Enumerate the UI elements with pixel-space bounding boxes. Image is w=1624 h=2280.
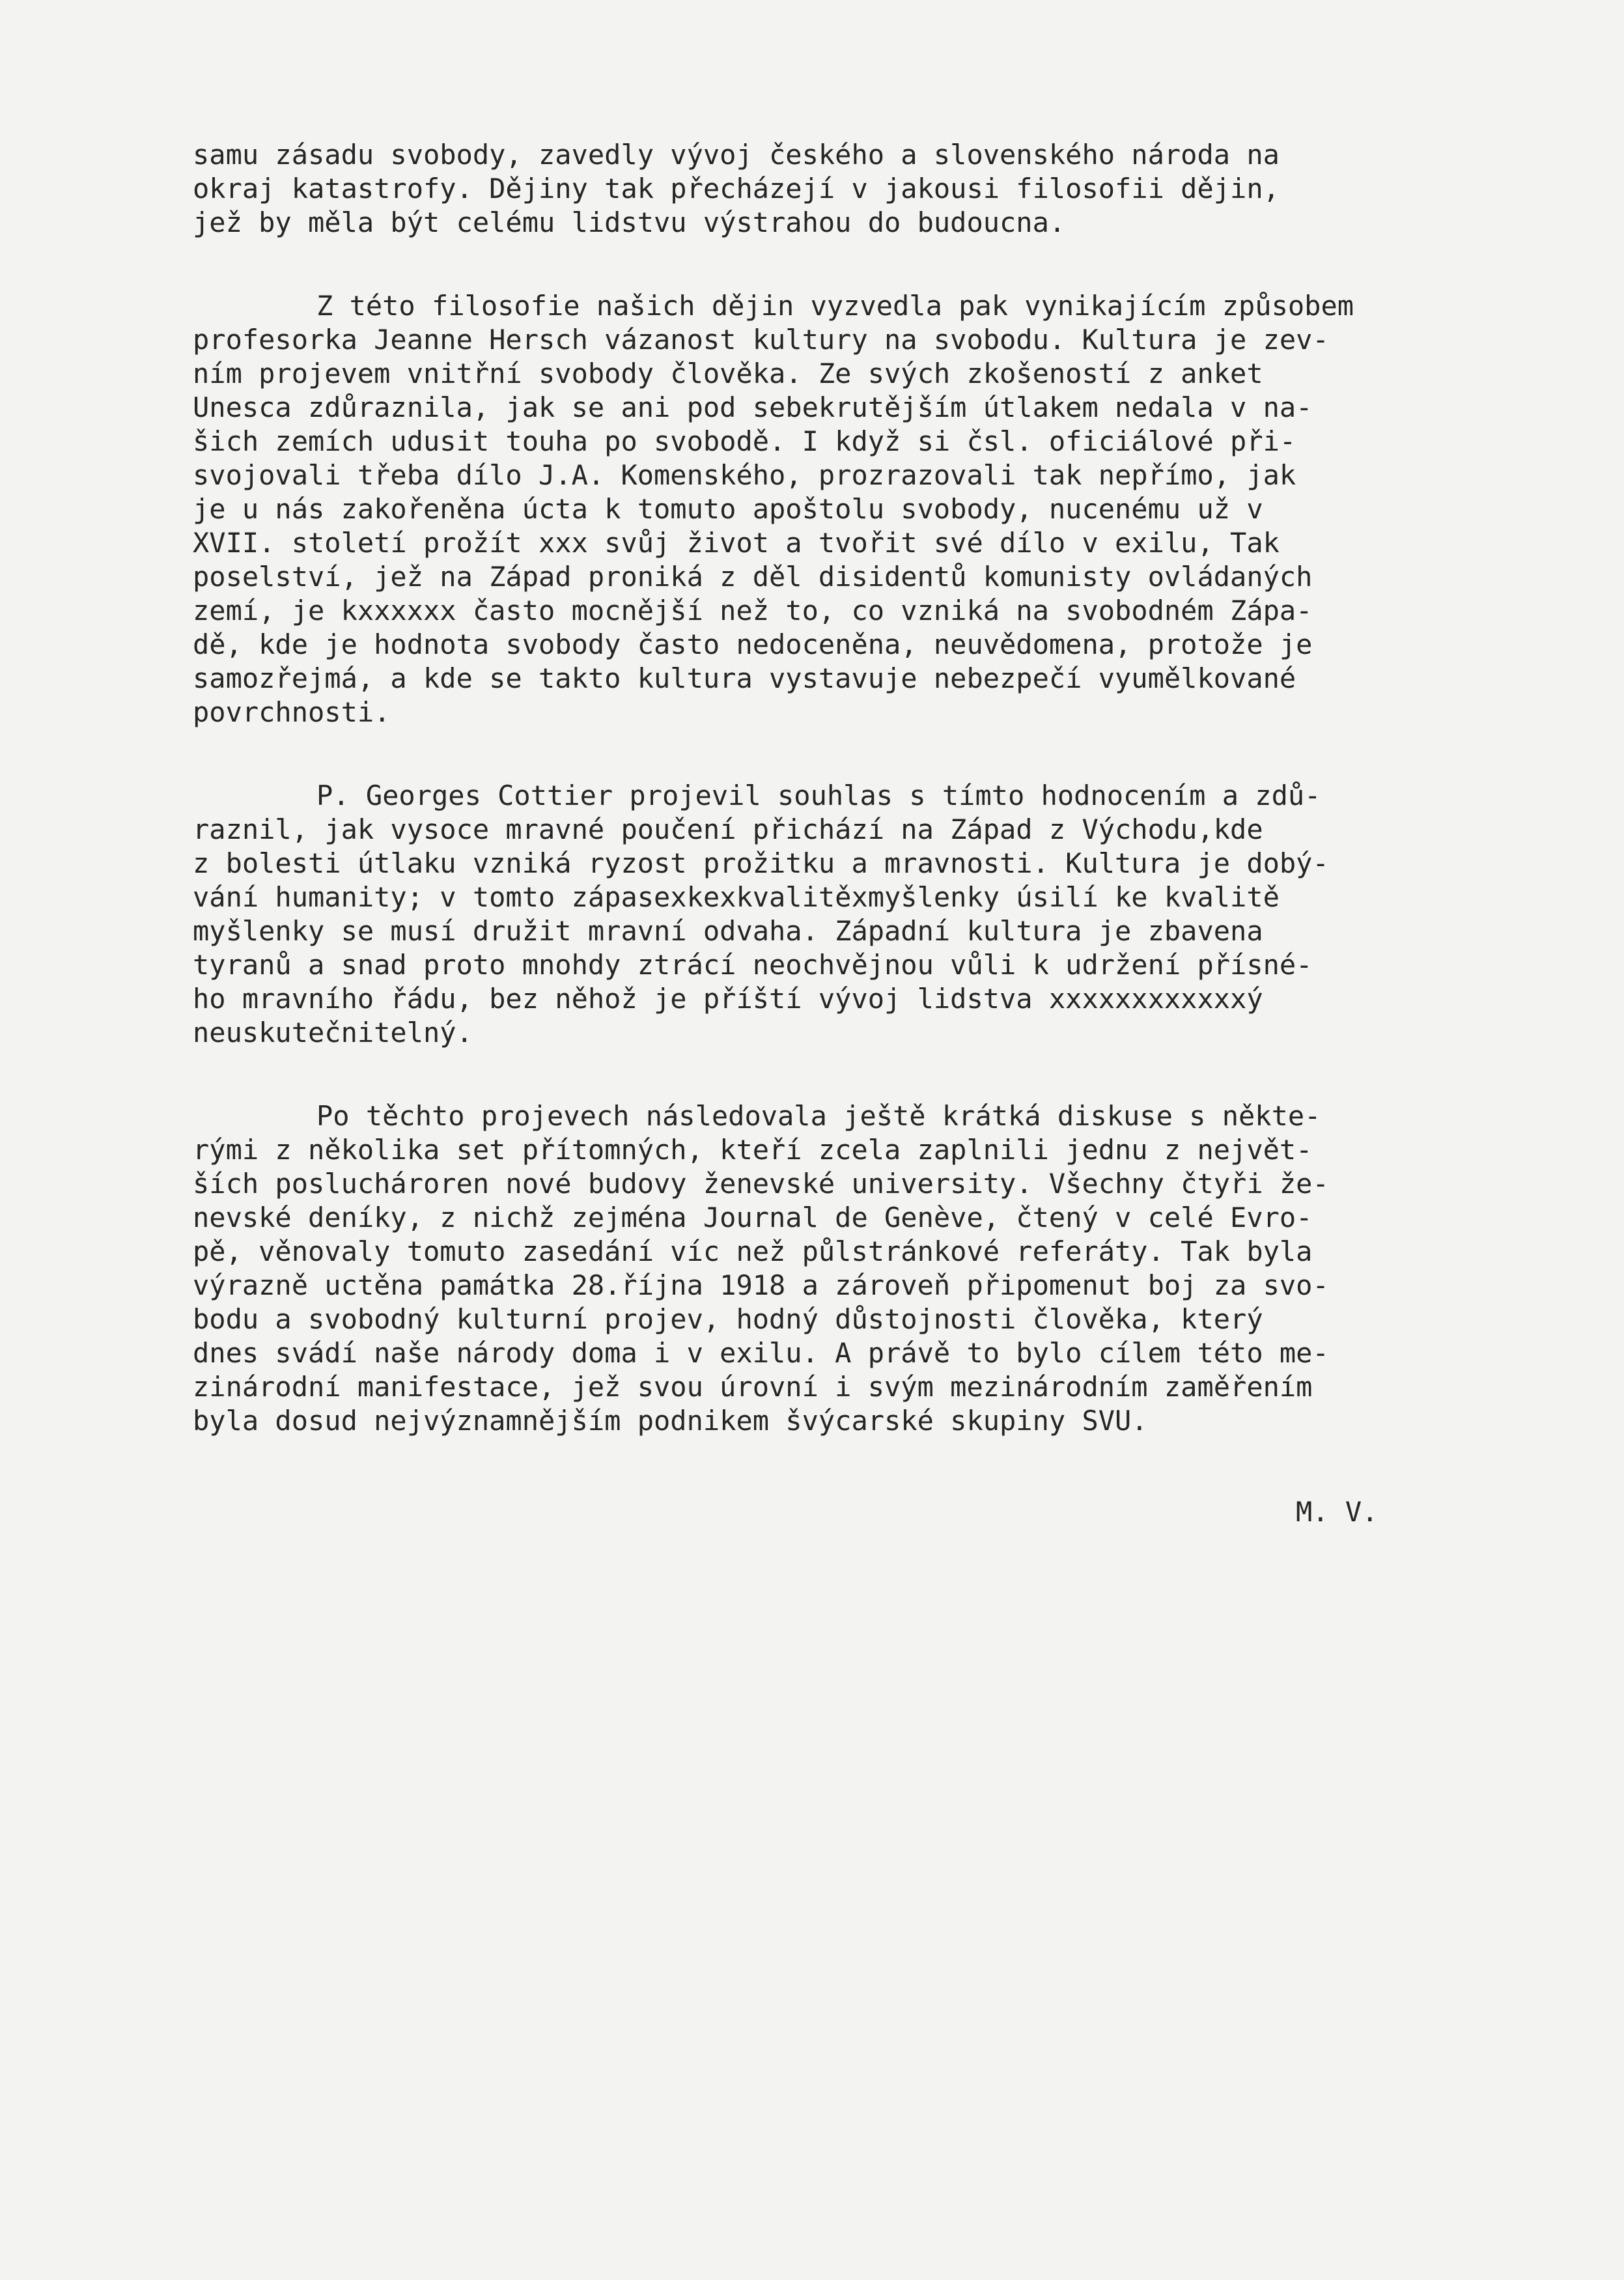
- text-line: samu zásadu svobody, zavedly vývoj českého a slovenského národa na: [193, 139, 1280, 171]
- text-line: ho mravního řádu, bez něhož je příští vývoj lidstva xxxxxxxxxxxxý: [193, 983, 1263, 1015]
- text-line: nevské deníky, z nichž zejména Journal de Genève, čtený v celé Evro-: [193, 1202, 1313, 1233]
- text-line: Z této filosofie našich dějin vyzvedla pak vynikajícím způsobem: [316, 290, 1354, 322]
- text-line: neuskutečnitelný.: [193, 1017, 473, 1049]
- text-line: dnes svádí naše národy doma i v exilu. A právě to bylo cílem této me-: [193, 1337, 1329, 1369]
- text-line: jež by měla být celému lidstvu výstrahou do budoucna.: [193, 206, 1066, 238]
- text-line: zemí, je kxxxxxx často mocnější než to, co vzniká na svobodném Zápa-: [193, 595, 1313, 626]
- text-line: ších posluchároren nové budovy ženevské university. Všechny čtyři že-: [193, 1168, 1329, 1200]
- text-line: ním projevem vnitřní svobody člověka. Ze svých zkošeností z anket: [193, 358, 1263, 389]
- text-line: je u nás zakořeněna úcta k tomuto apoštolu svobody, nucenému už v: [193, 493, 1263, 525]
- text-line: povrchnosti.: [193, 696, 391, 728]
- text-line: z bolesti útlaku vzniká ryzost prožitku a mravnosti. Kultura je dobý-: [193, 847, 1329, 879]
- text-line: rými z několika set přítomných, kteří zcela zaplnili jednu z největ-: [193, 1134, 1313, 1166]
- text-line: XVII. století prožít xxx svůj život a tvořit své dílo v exilu, Tak: [193, 527, 1280, 559]
- text-line: dě, kde je hodnota svobody často nedoceněna, neuvědomena, protože je: [193, 628, 1313, 660]
- text-line: raznil, jak vysoce mravné poučení přichází na Západ z Východu,kde: [193, 813, 1263, 845]
- body-text: [193, 138, 1567, 1487]
- text-line: myšlenky se musí družit mravní odvaha. Západní kultura je zbavena: [193, 915, 1263, 947]
- text-line: bodu a svobodný kulturní projev, hodný důstojnosti člověka, který: [193, 1303, 1263, 1335]
- text-line: poselství, jež na Západ proniká z děl disidentů komunisty ovládaných: [193, 561, 1313, 593]
- text-line: svojovali třeba dílo J.A. Komenského, prozrazovali tak nepřímo, jak: [193, 459, 1296, 491]
- text-line: vání humanity; v tomto zápasexkexkvalitěxmyšlenky úsilí ke kvalitě: [193, 881, 1280, 913]
- text-line: Po těchto projevech následovala ještě krátká diskuse s někte-: [316, 1100, 1321, 1132]
- text-line: samozřejmá, a kde se takto kultura vystavuje nebezpečí vyumělkované: [193, 662, 1296, 694]
- text-line: pě, věnovaly tomuto zasedání víc než půlstránkové referáty. Tak byla: [193, 1235, 1313, 1267]
- paragraph-3: [193, 779, 1567, 1050]
- paragraph-1: [193, 138, 1567, 240]
- text-line: výrazně uctěna památka 28.října 1918 a zároveň připomenut boj za svo-: [193, 1269, 1329, 1301]
- text-line: Unesca zdůraznila, jak se ani pod sebekrutějším útlakem nedala v na-: [193, 391, 1313, 423]
- text-line: okraj katastrofy. Dějiny tak přecházejí v jakousi filosofii dějin,: [193, 173, 1280, 204]
- text-line: šich zemích udusit touha po svobodě. I když si čsl. oficiálové při-: [193, 425, 1296, 457]
- text-line: P. Georges Cottier projevil souhlas s tímto hodnocením a zdů-: [316, 780, 1321, 811]
- text-line: byla dosud nejvýznamnějším podnikem švýcarské skupiny SVU.: [193, 1405, 1148, 1437]
- text-line: tyranů a snad proto mnohdy ztrácí neochvějnou vůli k udržení přísné-: [193, 949, 1313, 981]
- paragraph-2: [193, 289, 1567, 729]
- paragraph-4: [193, 1099, 1567, 1438]
- text-line: zinárodní manifestace, jež svou úrovní i svým mezinárodním zaměřením: [193, 1371, 1313, 1403]
- text-line: profesorka Jeanne Hersch vázanost kultury na svobodu. Kultura je zev-: [193, 324, 1329, 356]
- signature: M. V.: [1296, 1496, 1379, 1528]
